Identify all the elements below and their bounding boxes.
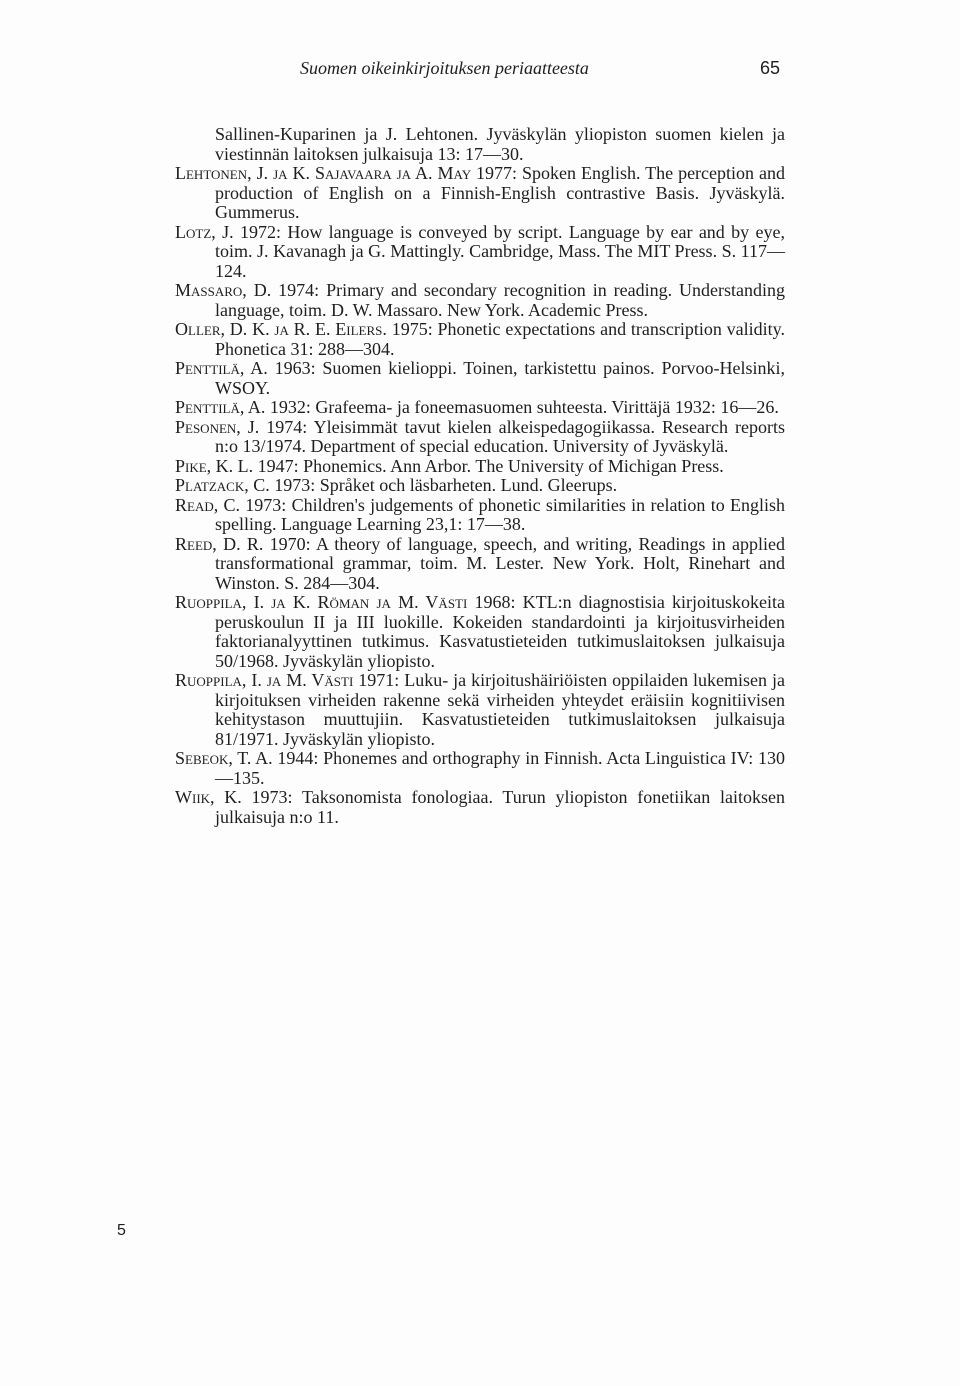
reference-author: Ruoppila, I. ja M. Västi xyxy=(175,670,354,690)
reference-author: Lehtonen, J. ja K. Sajavaara ja A. May xyxy=(175,163,472,183)
reference-entry xyxy=(175,788,785,827)
reference-entry xyxy=(175,496,785,535)
reference-entry xyxy=(175,281,785,320)
reference-text: 1975: Phonetic expectations and transcription validity. Phonetica 31: 288—304. xyxy=(215,319,786,359)
reference-entry xyxy=(175,320,785,359)
reference-entry xyxy=(175,457,785,477)
reference-author: Pesonen, J. xyxy=(175,416,260,437)
reference-text: 1972: How language is conveyed by script. Language by ear and by eye, toim. J. Kavanagh ja G. Mattingly. Cambridge, Mass. The MIT Press. S. 117—124. xyxy=(215,221,785,281)
reference-author: Lotz, J. xyxy=(175,221,234,242)
reference-author: Sebeok, T. A. xyxy=(175,748,273,768)
reference-author: Wiik, K. xyxy=(175,787,242,807)
reference-author: Penttilä, A. xyxy=(175,358,268,378)
reference-entry xyxy=(175,476,785,496)
reference-entry xyxy=(175,164,785,223)
reference-author: Ruoppila, I. ja K. Röman ja M. Västi xyxy=(175,592,468,612)
reference-entry xyxy=(175,671,785,749)
reference-entry xyxy=(175,749,785,788)
reference-entry xyxy=(175,125,785,164)
reference-text: 1968: KTL:n diagnostisia kirjoituskokeita peruskoulun II ja III luokille. Kokeiden standardointi ja kirjoitusvirheiden faktorianalyyttinen tutkimus. Kasvatustieteiden tutkimuslaitoksen julkaisuja 50/1968. Jyväskylän yliopisto. xyxy=(215,592,785,671)
running-title: Suomen oikeinkirjoituksen periaatteesta xyxy=(300,58,589,78)
reference-author: Pike, K. L. xyxy=(175,455,254,476)
reference-text: 1973: Språket och läsbarheten. Lund. Gleerups. xyxy=(269,475,618,495)
reference-author: Oller, D. K. ja R. E. Eilers. xyxy=(175,319,387,339)
reference-author: Platzack, C. xyxy=(175,475,270,495)
reference-text: 1932: Grafeema- ja foneemasuomen suhteesta. Virittäjä 1932: 16—26. xyxy=(265,397,779,417)
reference-text: 1973: Taksonomista fonologiaa. Turun yliopiston fonetiikan laitoksen julkaisuja n:o 11. xyxy=(215,787,785,827)
reference-text: 1973: Children's judgements of phonetic similarities in relation to English spelling. Language Learning 23,1: 17—38. xyxy=(215,494,785,534)
reference-text: 1971: Luku- ja kirjoitushäiriöisten oppilaiden lukemisen ja kirjoituksen virheiden rakenne sekä virheiden yhteydet eräisiin kognitiivisen kehitystason muuttujiin. Kasvatustieteiden tutkimuslaitoksen julkaisuja 81/1971. Jyväskylän yliopisto. xyxy=(215,670,785,749)
reference-text: Sallinen-Kuparinen ja J. Lehtonen. Jyväskylän yliopiston suomen kielen ja viestinnän laitoksen julkaisuja 13: 17—30. xyxy=(215,124,785,164)
reference-entry xyxy=(175,593,785,671)
reference-entry xyxy=(175,535,785,594)
reference-entry xyxy=(175,223,785,282)
page-header xyxy=(300,58,780,79)
reference-text: 1974: Primary and secondary recognition in reading. Understanding language, toim. D. W. Massaro. New York. Academic Press. xyxy=(215,280,785,320)
reference-list xyxy=(175,125,785,827)
reference-entry xyxy=(175,359,785,398)
reference-author: Read, C. xyxy=(175,494,241,515)
reference-text: 1944: Phonemes and orthography in Finnish. Acta Linguistica IV: 130—135. xyxy=(215,748,786,788)
reference-entry xyxy=(175,398,785,418)
reference-author: Penttilä, A. xyxy=(175,397,266,417)
reference-text: 1947: Phonemics. Ann Arbor. The University of Michigan Press. xyxy=(253,455,724,476)
reference-author: Reed, D. R. xyxy=(175,533,264,554)
reference-text: 1977: Spoken English. The perception and production of English on a Finnish-English contrastive Basis. Jyväskylä. Gummerus. xyxy=(215,163,785,222)
reference-text: 1974: Yleisimmät tavut kielen alkeispedagogiikassa. Research reports n:o 13/1974. Department of special education. University of Jyväskylä. xyxy=(215,416,785,456)
reference-text: 1963: Suomen kielioppi. Toinen, tarkistettu painos. Porvoo-Helsinki, WSOY. xyxy=(215,358,785,398)
reference-entry xyxy=(175,418,785,457)
page-number: 65 xyxy=(759,58,780,78)
reference-author: Massaro, D. xyxy=(175,280,272,300)
signature-mark: 5 xyxy=(117,1222,126,1239)
reference-text: 1970: A theory of language, speech, and writing, Readings in applied transformational grammar, toim. M. Lester. New York. Holt, Rinehart and Winston. S. 284—304. xyxy=(215,533,786,593)
